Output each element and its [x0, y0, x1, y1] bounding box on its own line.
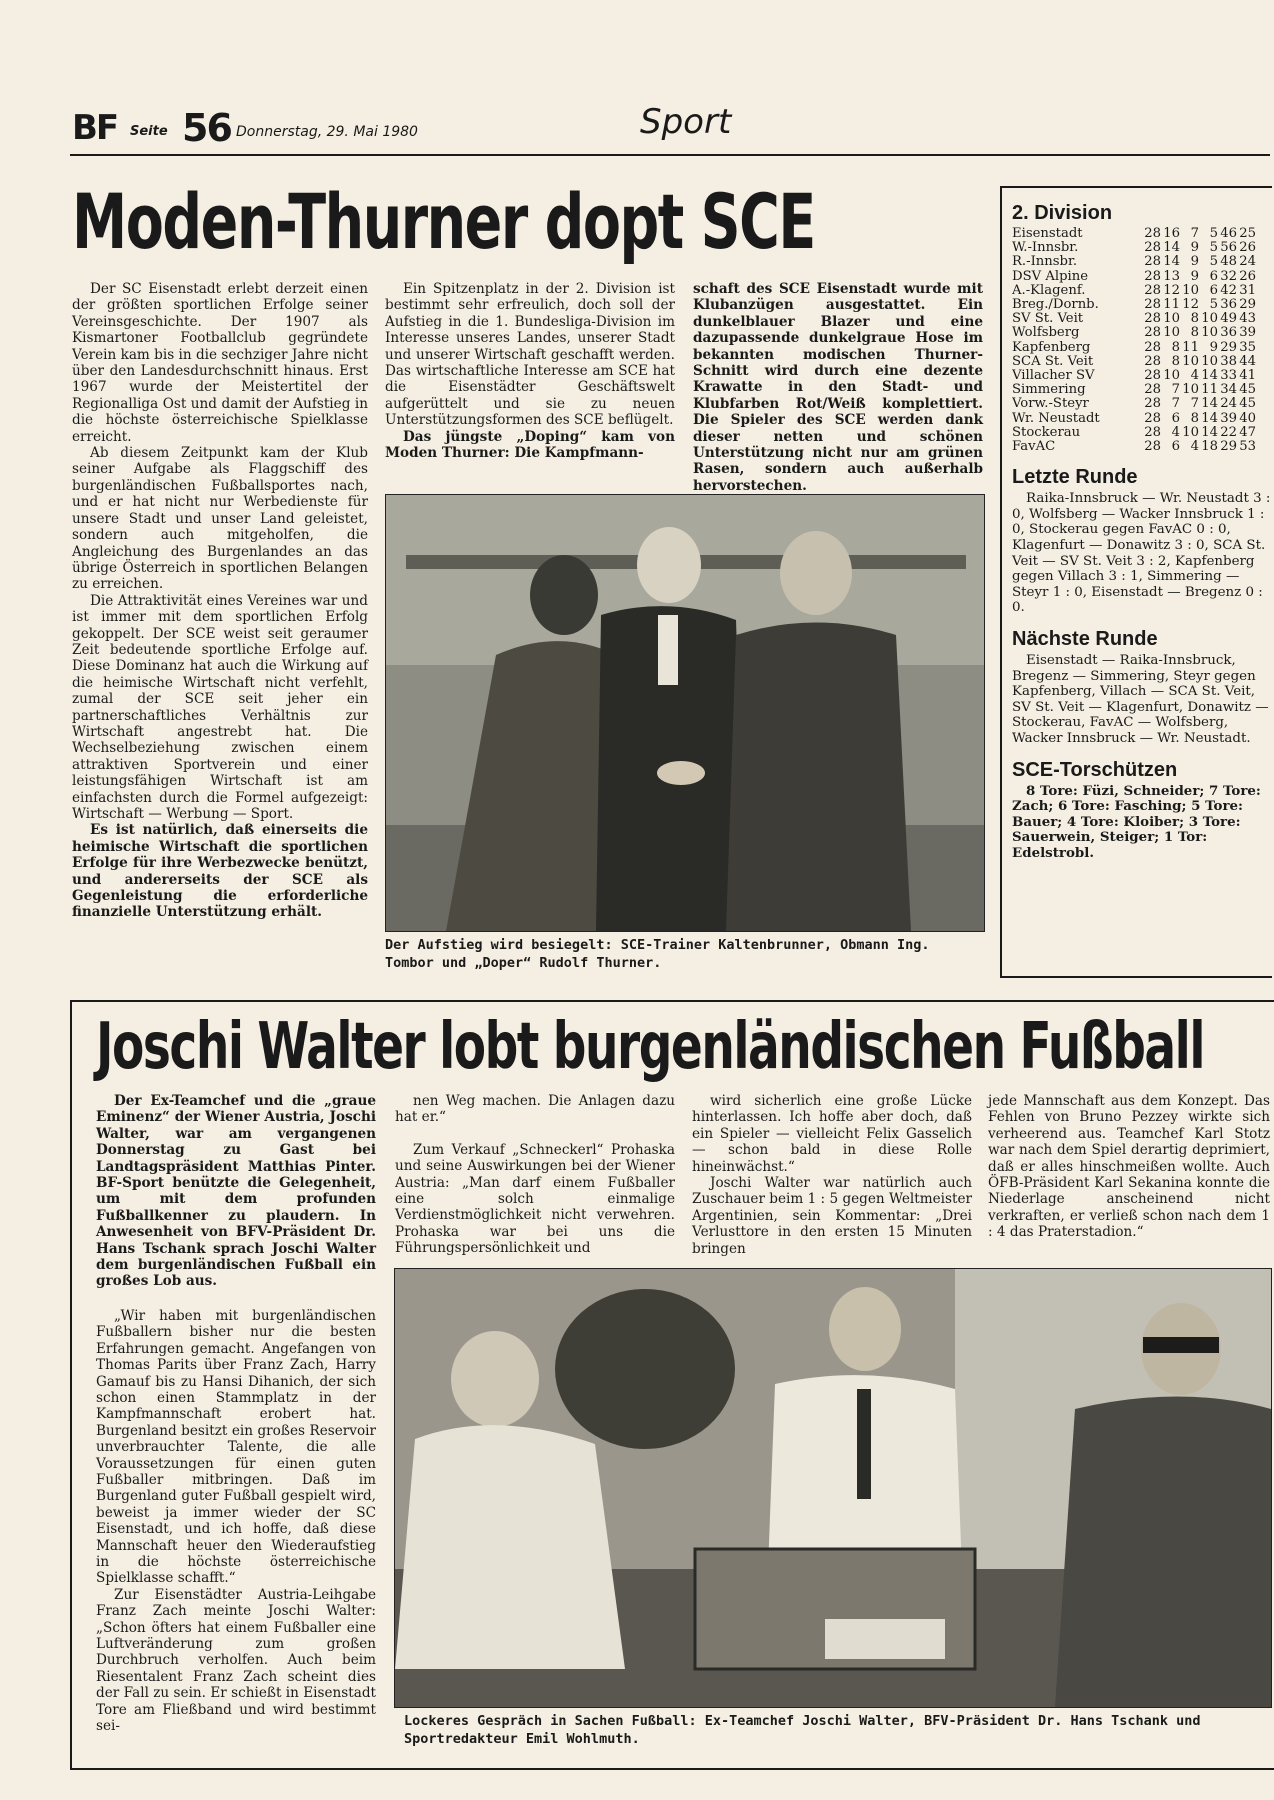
stat-cell: 6: [1171, 439, 1180, 455]
letzte-runde-title: Letzte Runde: [1012, 466, 1138, 489]
stat-cell: 25: [1239, 226, 1256, 241]
team-name: Vorw.-Steyr: [1012, 397, 1089, 412]
stat-cell: 41: [1239, 368, 1256, 384]
paragraph: Die Attraktivität eines Vereines war und ist immer mit dem sportlichen Erfolg gekoppelt. Der SCE weist seit geraumer Zeit bedeutende sportliche Erfolge auf. Diese Dominanz hat auch die Wirkung auf die heimische Wirtschaft nicht verfehlt, zumal der SCE seit jeher ein partnerschaftliches Verhältnis zur Wirtschaft angestrebt hat. Die Wechselbeziehung zwischen einem attraktiven Sportverein und einer leistungsfähigen Wirtschaft ist am einfachsten durch die Formel aufgezeigt: Wirtschaft — Werbung — Sport.: [72, 592, 368, 822]
stat-cell: 35: [1239, 339, 1256, 355]
paragraph: „Wir haben mit burgenländischen Fußballern bisher nur die besten Erfahrungen gemacht. Angefangen von Thomas Parits über Franz Zach, Harry Gamauf bis zu Hansi Dihanich, der sich schon einen Stammplatz in der Kampfmannschaft erobert hat. Burgenland besitzt ein großes Reservoir unverbrauchter Talente, die alle Voraussetzungen für einen guten Fußballer mitbringen. Daß im Burgenland guter Fußball gespielt wird, beweist ja immer wieder der SC Eisenstadt, und ich hoffe, daß diese Mannschaft heuer den Wiederaufstieg in die höchste österreichische Spielklasse schafft.“: [96, 1307, 376, 1587]
paragraph: jede Mannschaft aus dem Konzept. Das Fehlen von Bruno Pezzey wirkte sich verheerend aus. Teamchef Karl Stotz war nach dem Spiel derartig deprimiert, daß er alles hinschmeißen wollte. Auch ÖFB-Präsident Karl Sekanina konnte die Niederlage anscheinend nicht verkraften, er verließ schon nach dem 1 : 4 das Praterstadion.“: [988, 1093, 1270, 1241]
stat-cell: 7: [1171, 382, 1180, 398]
stat-cell: 14: [1201, 424, 1218, 440]
stat-cell: 53: [1239, 439, 1256, 455]
stat-cell: 10: [1182, 353, 1199, 369]
stat-cell: 10: [1201, 311, 1218, 327]
stat-cell: 7: [1171, 396, 1180, 412]
article1-caption: Der Aufstieg wird besiegelt: SCE-Trainer Kaltenbrunner, Obmann Ing. Tombor und „Doper“ Rudolf Thurner.: [385, 937, 930, 971]
table-row: [1012, 440, 1272, 454]
letzte-runde-text: Raika-Innsbruck — Wr. Neustadt 3 : 0, Wolfsberg — Wacker Innsbruck 1 : 0, Stockerau gegen FavAC 0 : 0, Klagenfurt — Donawitz 3 : 0, SCA St. Veit — SV St. Veit 3 : 2, Kapfenberg gegen Villach 3 : 1, Simmering — Steyr 1 : 0, Eisenstadt — Bregenz 0 : 0.: [1012, 491, 1271, 616]
stat-cell: 38: [1220, 353, 1237, 369]
stat-cell: 28: [1144, 282, 1161, 298]
stat-cell: 34: [1220, 382, 1237, 398]
stat-cell: 8: [1171, 339, 1180, 355]
stat-cell: 10: [1182, 382, 1199, 398]
team-name: A.-Klagenf.: [1012, 283, 1086, 298]
stat-cell: 10: [1163, 325, 1180, 341]
article2-col4: [988, 1093, 1270, 1241]
paper-logo: BF: [72, 108, 118, 148]
stat-cell: 6: [1171, 410, 1180, 426]
page-header: [70, 102, 1270, 154]
paragraph: Ein Spitzenplatz in der 2. Division ist bestimmt sehr erfreulich, doch soll der Aufstieg in die 1. Bundesliga-Division im Interesse unseres Landes, unserer Stadt und unserer Wirtschaft geschafft werden. Das wirtschaftliche Interesse am SCE hat die Eisenstädter Geschäftswelt aufgerüttelt und sie zu neuen Unterstützungsformen des SCE beflügelt.: [385, 281, 675, 429]
three-men-seated-illustration: [395, 1269, 1271, 1707]
stat-cell: 39: [1239, 325, 1256, 341]
header-rule: [70, 154, 1270, 156]
stat-cell: 29: [1220, 339, 1237, 355]
stat-cell: 9: [1190, 240, 1199, 256]
paragraph: Joschi Walter war natürlich auch Zuschauer beim 1 : 5 gegen Weltmeister Argentinien, sein Kommentar: „Drei Verlusttore in den ersten 15 Minuten bringen: [692, 1175, 972, 1257]
stat-cell: 28: [1144, 353, 1161, 369]
issue-date: Donnerstag, 29. Mai 1980: [236, 124, 418, 140]
stat-cell: 10: [1201, 325, 1218, 341]
stat-cell: 10: [1201, 353, 1218, 369]
paragraph: Das jüngste „Doping“ kam von Moden Thurner: Die Kampfmann-: [385, 428, 675, 462]
stat-cell: 42: [1220, 282, 1237, 298]
section-title: Sport: [640, 102, 732, 142]
table-row: [1012, 355, 1272, 369]
team-name: Stockerau: [1012, 425, 1081, 440]
stat-cell: 8: [1190, 325, 1199, 341]
stat-cell: 48: [1220, 254, 1237, 270]
paragraph: Zum Verkauf „Schneckerl“ Prohaska und seine Auswirkungen bei der Wiener Austria: „Man darf einem Fußballer eine solch einmalige Verdienstmöglichkeit nicht verwehren. Prohaska war bei uns die Führungspersönlichkeit und: [395, 1141, 675, 1257]
team-name: Breg./Dornb.: [1012, 298, 1099, 313]
paragraph: Es ist natürlich, daß einerseits die heimische Wirtschaft die sportlichen Erfolge für ihre Werbezwecke benützt, und andererseits der SCE als Gegenleistung die erforderliche finanzielle Unterstützung erhält.: [72, 822, 368, 921]
team-name: Wr. Neustadt: [1012, 411, 1100, 426]
stat-cell: 4: [1190, 368, 1199, 384]
stat-cell: 13: [1163, 268, 1180, 284]
team-name: DSV Alpine: [1012, 269, 1089, 284]
team-name: Kapfenberg: [1012, 340, 1091, 355]
team-name: FavAC: [1012, 440, 1056, 455]
article1-headline: Moden-Thurner dopt SCE: [72, 177, 815, 266]
stat-cell: 12: [1182, 297, 1199, 313]
table-row: [1012, 284, 1272, 298]
table-row: [1012, 412, 1272, 426]
stat-cell: 29: [1220, 439, 1237, 455]
paragraph: nen Weg machen. Die Anlagen dazu hat er.“: [395, 1093, 675, 1126]
sidebar-box: [1000, 186, 1272, 978]
table-row: [1012, 341, 1272, 355]
torschuetzen-text: 8 Tore: Füzi, Schneider; 7 Tore: Zach; 6 Tore: Fasching; 5 Tore: Bauer; 4 Tore: Kloiber; 3 Tore: Sauerwein, Steiger; 1 Tor: Edelstrobl.: [1012, 782, 1261, 861]
stat-cell: 28: [1144, 254, 1161, 270]
stat-cell: 8: [1190, 311, 1199, 327]
paragraph: Der Ex-Teamchef und die „graue Eminenz“ der Wiener Austria, Joschi Walter, war am vergangenen Donnerstag zu Gast bei Landtagspräsident Matthias Pinter. BF-Sport benützte die Gelegenheit, um mit dem profunden Fußballkenner zu plaudern. In Anwesenheit von BFV-Präsident Dr. Hans Tschank sprach Joschi Walter dem burgenländischen Fußball ein großes Lob aus.: [96, 1093, 376, 1290]
stat-cell: 9: [1190, 268, 1199, 284]
article1-col1: [72, 281, 368, 921]
stat-cell: 32: [1220, 268, 1237, 284]
stat-cell: 10: [1182, 424, 1199, 440]
team-name: Wolfsberg: [1012, 326, 1080, 341]
team-name: R.-Innsbr.: [1012, 255, 1078, 270]
seite-label: Seite: [130, 124, 168, 139]
stat-cell: 10: [1163, 368, 1180, 384]
stat-cell: 28: [1144, 311, 1161, 327]
paragraph: Ab diesem Zeitpunkt kam der Klub seiner Aufgabe als Flaggschiff des burgenländischen Fußballsportes nach, und er hat nicht nur Werbedienste für unsere Stadt und unser Land geleistet, sondern auch mitgeholfen, die Angleichung des Burgenlandes an das übrige Österreich in sportlichen Belangen zu erreichen.: [72, 445, 368, 593]
team-name: W.-Innsbr.: [1012, 241, 1079, 256]
stat-cell: 28: [1144, 268, 1161, 284]
stat-cell: 24: [1239, 254, 1256, 270]
stat-cell: 9: [1190, 254, 1199, 270]
article1-col3: [693, 281, 983, 494]
stat-cell: 11: [1163, 297, 1180, 313]
stat-cell: 26: [1239, 268, 1256, 284]
stat-cell: 28: [1144, 339, 1161, 355]
team-name: SV St. Veit: [1012, 312, 1084, 327]
stat-cell: 6: [1209, 268, 1218, 284]
stat-cell: 33: [1220, 368, 1237, 384]
table-row: [1012, 426, 1272, 440]
naechste-runde-title: Nächste Runde: [1012, 628, 1158, 650]
table-row: [1012, 383, 1272, 397]
stat-cell: 36: [1220, 297, 1237, 313]
stat-cell: 5: [1209, 254, 1218, 270]
stat-cell: 22: [1220, 424, 1237, 440]
stat-cell: 28: [1144, 240, 1161, 256]
team-name: Eisenstadt: [1012, 227, 1083, 241]
stat-cell: 36: [1220, 325, 1237, 341]
stat-cell: 5: [1209, 226, 1218, 241]
torschuetzen-title: SCE-Torschützen: [1012, 758, 1178, 781]
stat-cell: 11: [1182, 339, 1199, 355]
stat-cell: 12: [1163, 282, 1180, 298]
paragraph: Der SC Eisenstadt erlebt derzeit einen der größten sportlichen Erfolge seiner Vereinsgeschichte. Der 1907 als Kismartoner Footballclub gegründete Verein kam bis in die sechziger Jahre nicht über den Landesdurchschnitt hinaus. Erst 1967 wurde der Meistertitel der Regionalliga Ost und damit der Aufstieg in die höchste österreichische Spielklasse erreicht.: [72, 281, 368, 445]
stat-cell: 56: [1220, 240, 1237, 256]
stat-cell: 9: [1209, 339, 1218, 355]
article1-photo: [385, 494, 985, 932]
stat-cell: 6: [1209, 282, 1218, 298]
stat-cell: 28: [1144, 424, 1161, 440]
paragraph: wird sicherlich eine große Lücke hinterlassen. Ich hoffe aber doch, daß ein Spieler — vielleicht Felix Gasselich — schon bald in diese Rolle hineinwächst.“: [692, 1093, 972, 1175]
stat-cell: 31: [1239, 282, 1256, 298]
stat-cell: 39: [1220, 410, 1237, 426]
table-title: 2. Division: [1012, 202, 1113, 224]
stat-cell: 7: [1190, 396, 1199, 412]
stat-cell: 44: [1239, 353, 1256, 369]
table-row: [1012, 227, 1272, 241]
table-row: [1012, 312, 1272, 326]
stat-cell: 14: [1163, 254, 1180, 270]
team-name: SCA St. Veit: [1012, 354, 1094, 369]
stat-cell: 28: [1144, 325, 1161, 341]
stat-cell: 4: [1190, 439, 1199, 455]
stat-cell: 10: [1182, 282, 1199, 298]
stat-cell: 45: [1239, 396, 1256, 412]
stat-cell: 49: [1220, 311, 1237, 327]
stat-cell: 29: [1239, 297, 1256, 313]
table-row: [1012, 255, 1272, 269]
stat-cell: 16: [1163, 226, 1180, 241]
table-row: [1012, 326, 1272, 340]
table-row: [1012, 298, 1272, 312]
stat-cell: 14: [1163, 240, 1180, 256]
article1-col2: [385, 281, 675, 461]
three-men-handshake-illustration: [386, 495, 984, 931]
page-number: 56: [182, 106, 231, 150]
stat-cell: 5: [1209, 240, 1218, 256]
stat-cell: 14: [1201, 410, 1218, 426]
stat-cell: 10: [1163, 311, 1180, 327]
article2-headline: Joschi Walter lobt burgenländischen Fußball: [96, 1010, 1204, 1084]
article2-photo: [394, 1268, 1272, 1708]
stat-cell: 45: [1239, 382, 1256, 398]
stat-cell: 40: [1239, 410, 1256, 426]
table-row: [1012, 397, 1272, 411]
article2-col1: [96, 1093, 376, 1734]
stat-cell: 8: [1171, 353, 1180, 369]
table-row: [1012, 270, 1272, 284]
stat-cell: 46: [1220, 226, 1237, 241]
team-name: Villacher SV: [1012, 369, 1095, 384]
stat-cell: 18: [1201, 439, 1218, 455]
stat-cell: 5: [1209, 297, 1218, 313]
standings-table: [1012, 227, 1272, 454]
table-row: [1012, 241, 1272, 255]
stat-cell: 26: [1239, 240, 1256, 256]
stat-cell: 28: [1144, 410, 1161, 426]
article2-caption: Lockeres Gespräch in Sachen Fußball: Ex-Teamchef Joschi Walter, BFV-Präsident Dr. Hans Tschank und Sportredakteur Emil Wohlmuth.: [404, 1713, 1201, 1747]
stat-cell: 11: [1201, 382, 1218, 398]
stat-cell: 28: [1144, 396, 1161, 412]
table-row: [1012, 369, 1272, 383]
stat-cell: 28: [1144, 368, 1161, 384]
stat-cell: 28: [1144, 226, 1161, 241]
stat-cell: 47: [1239, 424, 1256, 440]
stat-cell: 8: [1190, 410, 1199, 426]
stat-cell: 14: [1201, 368, 1218, 384]
paragraph: Zur Eisenstädter Austria-Leihgabe Franz Zach meinte Joschi Walter: „Schon öfters hat einem Fußballer eine Luftveränderung zum großen Durchbruch verholfen. Auch beim Riesentalent Franz Zach scheint dies der Fall zu sein. Er schießt in Eisenstadt Tore am Fließband und wird bestimmt sei-: [96, 1586, 376, 1735]
stat-cell: 14: [1201, 396, 1218, 412]
paragraph: schaft des SCE Eisenstadt wurde mit Klubanzügen ausgestattet. Ein dunkelblauer Blazer und eine dazupassende dunkelgraue Hose im bekannten modischen Thurner-Schnitt wird durch eine dezente Krawatte in den Stadt- und Klubfarben Rot/Weiß komplettiert. Die Spieler des SCE werden dank dieser netten und schönen Unterstützung nicht nur am grünen Rasen, sondern auch außerhalb hervorstechen.: [693, 281, 983, 494]
stat-cell: 4: [1171, 424, 1180, 440]
stat-cell: 24: [1220, 396, 1237, 412]
team-name: Simmering: [1012, 383, 1086, 398]
stat-cell: 28: [1144, 382, 1161, 398]
stat-cell: 43: [1239, 311, 1256, 327]
stat-cell: 28: [1144, 439, 1161, 455]
stat-cell: 7: [1190, 226, 1199, 241]
stat-cell: 28: [1144, 297, 1161, 313]
article2-col2: [395, 1093, 675, 1257]
article2-col3: [692, 1093, 972, 1257]
naechste-runde-text: Eisenstadt — Raika-Innsbruck, Bregenz — Simmering, Steyr gegen Kapfenberg, Villach — SCA St. Veit, SV St. Veit — Klagenfurt, Donawitz — Stockerau, FavAC — Wolfsberg, Wacker Innsbruck — Wr. Neustadt.: [1012, 653, 1269, 746]
